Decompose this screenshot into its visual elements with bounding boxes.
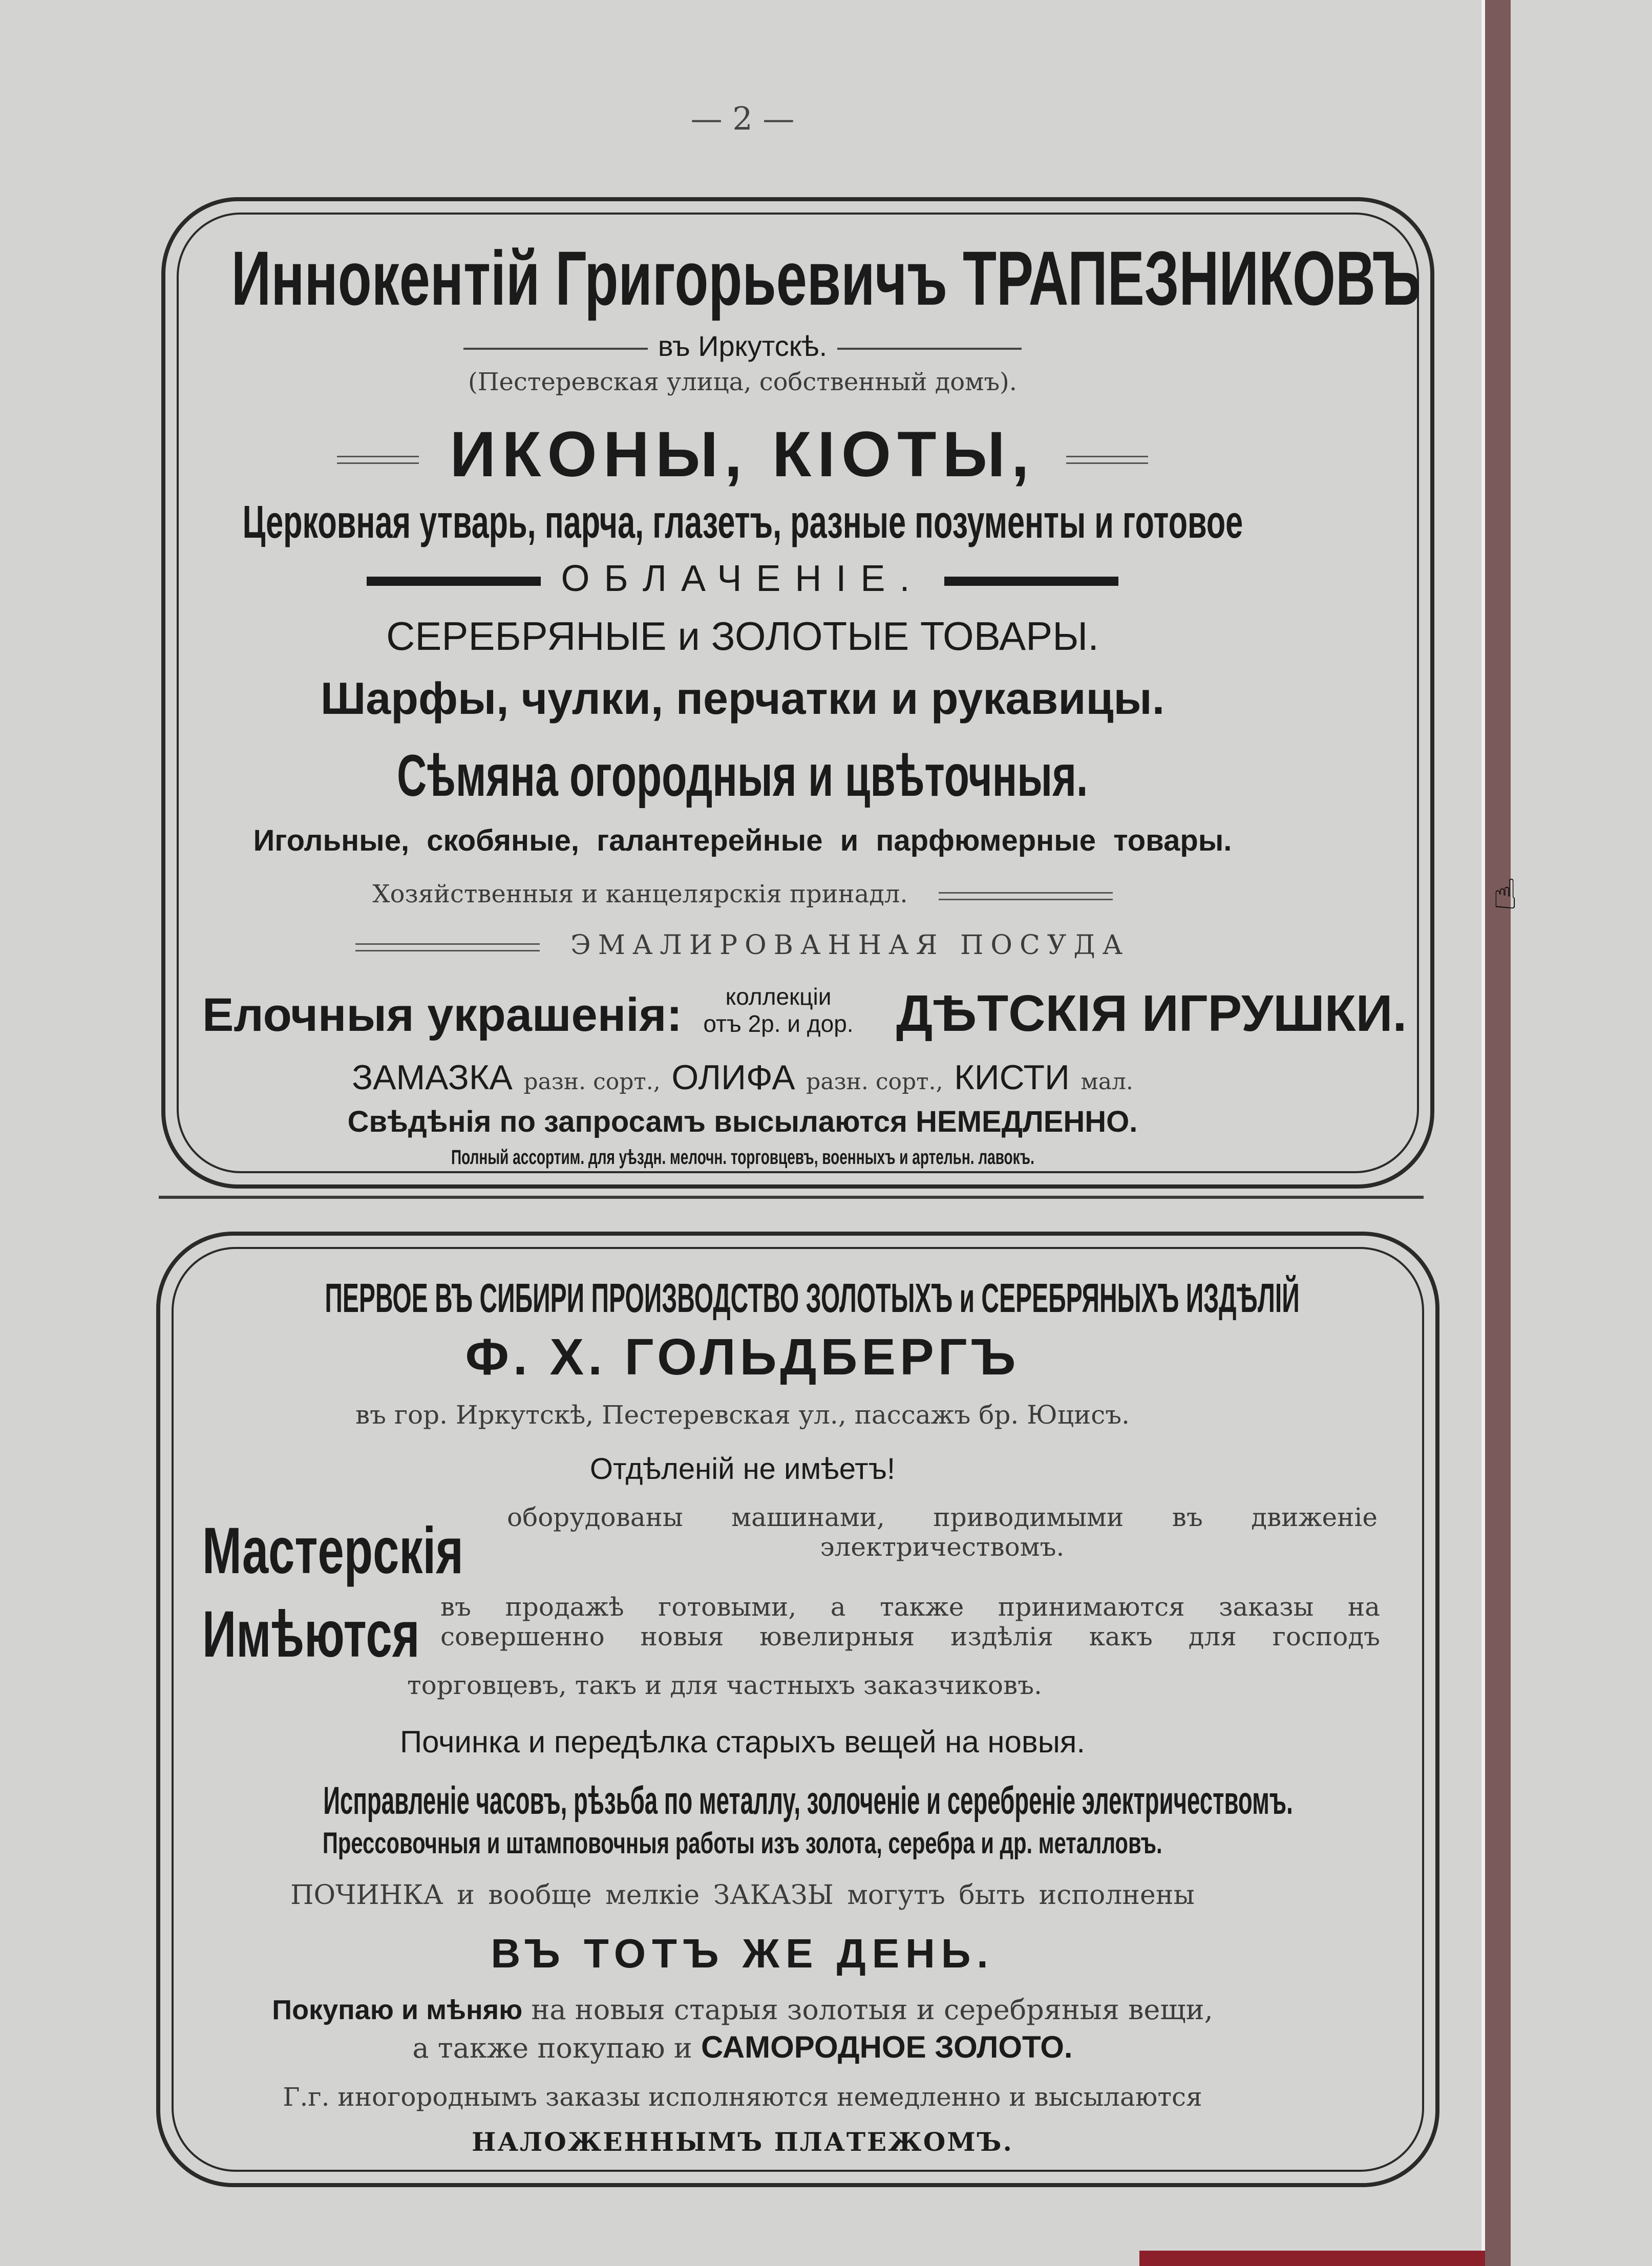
ad2-workshops-text-2: электричествомъ. bbox=[820, 1532, 1065, 1562]
ad2-cod: НАЛОЖЕННЫМЪ ПЛАТЕЖОМЪ. bbox=[472, 2127, 1013, 2157]
ad2-buy-text: на новыя старыя золотыя и серебряныя вещи, bbox=[531, 1994, 1213, 2026]
ad1-assortment: Полный ассортим. для уѣздн. мелочн. торговцевъ, военныхъ и артельн. лавокъ. bbox=[451, 1146, 1034, 1169]
ad2-repair: Починка и передѣлка старыхъ вещей на новыя. bbox=[399, 1725, 1086, 1759]
viewer-background bbox=[1485, 0, 1511, 2266]
ad2-buy-bold: Покупаю и мѣняю bbox=[272, 1995, 523, 2025]
ad2-merchant-name: Ф. Х. ГОЛЬДБЕРГЪ bbox=[465, 1328, 1020, 1386]
ad1-address: (Пестеревская улица, собственный домъ). bbox=[468, 368, 1018, 396]
ad1-household: Хозяйственныя и канцелярскія принадл. bbox=[372, 880, 908, 908]
ad2-available-text-3: торговцевъ, такъ и для частныхъ заказчиковъ. bbox=[407, 1670, 1042, 1700]
ad2-buy-text-2: а также покупаю и bbox=[412, 2032, 692, 2064]
ad1-kisti: КИСТИ bbox=[954, 1058, 1070, 1097]
divider-line bbox=[463, 348, 648, 350]
ad1-zamazka: ЗАМАЗКА bbox=[352, 1058, 513, 1097]
ad2-pressing: Прессовочныя и штамповочныя работы изъ золота, серебра и др. металловъ. bbox=[323, 1827, 1162, 1860]
ad1-enamel: ЭМАЛИРОВАННАЯ ПОСУДА bbox=[570, 930, 1130, 961]
ad1-olifa: ОЛИФА bbox=[671, 1058, 795, 1097]
ad1-scarves: Шарфы, чулки, перчатки и рукавицы. bbox=[320, 673, 1165, 724]
ad1-oblachenie: ОБЛАЧЕНІЕ. bbox=[561, 558, 924, 599]
ad1-city: въ Иркутскѣ. bbox=[658, 330, 828, 362]
ad2-first-in-siberia: ПЕРВОЕ ВЪ СИБИРИ ПРОИЗВОДСТВО ЗОЛОТЫХЪ и СЕРЕБРЯНЫХЪ ИЗДѢЛІЙ bbox=[325, 1275, 1300, 1321]
ad2-available-label: Имѣются bbox=[202, 1598, 420, 1671]
ornament-lines bbox=[355, 943, 540, 951]
ad2-small-orders: ПОЧИНКА и вообще мелкіе ЗАКАЗЫ могутъ быть исполнены bbox=[290, 1880, 1195, 1911]
ad2-available-text-2: совершенно новыя ювелирныя издѣлія какъ для господъ bbox=[440, 1621, 1380, 1651]
ad1-church-goods: Церковная утварь, парча, глазетъ, разные позументы и готовое bbox=[242, 497, 1243, 548]
ad2-nugget-gold: САМОРОДНОЕ ЗОЛОТО. bbox=[701, 2030, 1073, 2064]
ad1-silver-gold: СЕРЕБРЯНЫЕ и ЗОЛОТЫЕ ТОВАРЫ. bbox=[386, 613, 1099, 659]
ad2-same-day: ВЪ ТОТЪ ЖЕ ДЕНЬ. bbox=[491, 1931, 994, 1976]
ornament-lines bbox=[939, 892, 1113, 900]
ad2-no-branches: Отдѣленій не имѣетъ! bbox=[589, 1452, 896, 1486]
decorative-bar bbox=[367, 577, 541, 586]
ad2-out-of-town: Г.г. иногороднымъ заказы исполняются немедленно и высылаются bbox=[283, 2082, 1202, 2112]
page-number: — 2 — bbox=[690, 100, 795, 137]
ad2-address: въ гор. Иркутскѣ, Пестеревская ул., пассажъ бр. Юцисъ. bbox=[355, 1400, 1130, 1430]
ad2-watches: Исправленіе часовъ, рѣзьба по металлу, золоченіе и серебреніе электричествомъ. bbox=[323, 1779, 1293, 1823]
divider-line bbox=[837, 348, 1022, 350]
ad1-tree-decor: Елочныя украшенія: bbox=[202, 989, 683, 1041]
ad1-kisti-note: мал. bbox=[1081, 1069, 1133, 1095]
hand-cursor-icon: ☝ bbox=[1493, 871, 1518, 918]
ad1-toys: ДѢТСКІЯ ИГРУШКИ. bbox=[896, 985, 1407, 1042]
ornament-lines bbox=[337, 456, 419, 464]
ornament-lines bbox=[1066, 456, 1148, 464]
ad1-info: Свѣдѣнія по запросамъ высылаются НЕМЕДЛЕННО. bbox=[347, 1105, 1138, 1138]
ad1-needle-goods: Игольные, скобяные, галантерейные и парфюмерные товары. bbox=[253, 824, 1232, 857]
ad1-collections-2: отъ 2р. и дор. bbox=[703, 1010, 854, 1037]
ad1-zamazka-note: разн. сорт., bbox=[523, 1069, 661, 1095]
ad1-merchant-name: Иннокентій Григорьевичъ ТРАПЕЗНИКОВЪ bbox=[231, 235, 1421, 321]
ad2-workshops-text-1: оборудованы машинами, приводимыми въ движеніе bbox=[507, 1502, 1378, 1532]
ad1-olifa-note: разн. сорт., bbox=[806, 1069, 943, 1095]
ad1-collections-1: коллекціи bbox=[725, 983, 832, 1010]
decorative-bar bbox=[944, 577, 1118, 586]
ad2-available-text-1: въ продажѣ готовыми, а также принимаются заказы на bbox=[440, 1592, 1380, 1622]
ad1-headline: ИКОНЫ, КІОТЫ, bbox=[450, 419, 1035, 490]
viewer-bottom-bar bbox=[1139, 2251, 1485, 2266]
ad2-workshops-label: Мастерскія bbox=[202, 1514, 463, 1587]
ad1-seeds: Сѣмяна огородныя и цвѣточныя. bbox=[397, 743, 1088, 809]
section-divider bbox=[159, 1196, 1424, 1199]
